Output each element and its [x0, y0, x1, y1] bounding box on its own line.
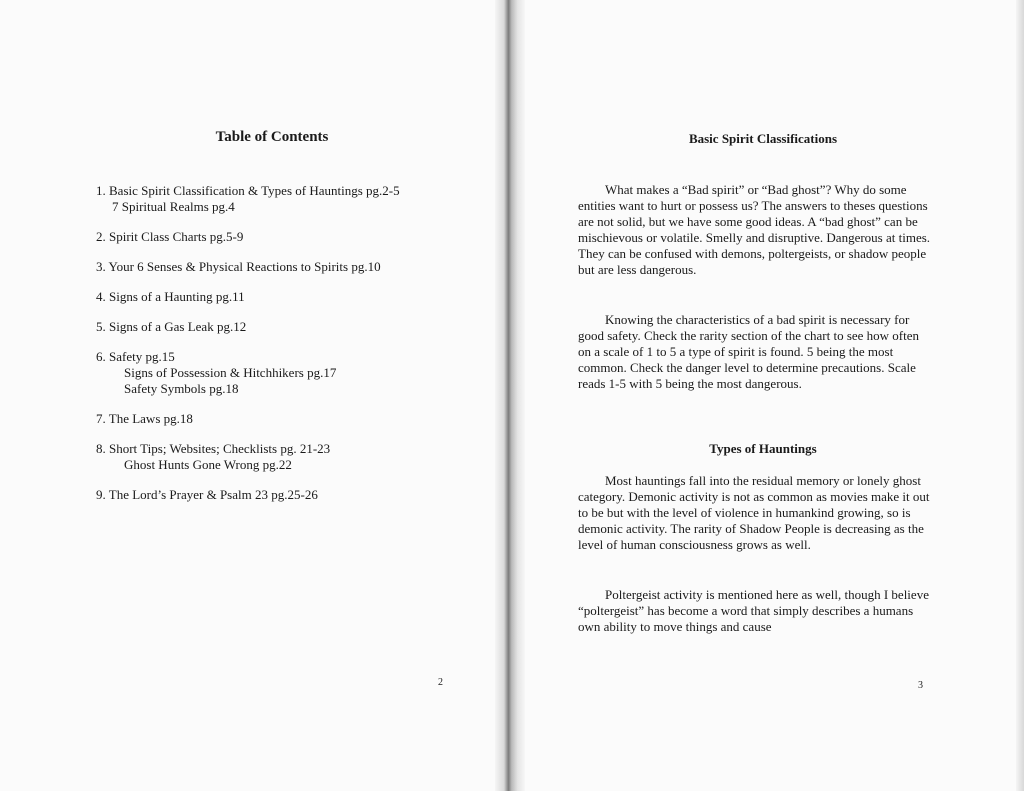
toc-entry-text: 7. The Laws pg.18: [96, 411, 193, 426]
page-number-left: 2: [438, 677, 443, 688]
toc-entry-text: 8. Short Tips; Websites; Checklists pg. 21-23: [96, 441, 331, 456]
section-title: Basic Spirit Classifications: [688, 131, 838, 146]
toc-entry: [96, 229, 466, 245]
toc-entry: [96, 259, 466, 275]
toc-entry-text: 4. Signs of a Haunting pg.11: [96, 289, 245, 304]
toc-entry: [96, 349, 466, 397]
toc-subentry: Ghost Hunts Gone Wrong pg.22: [124, 457, 292, 472]
toc-subentry: Signs of Possession & Hitchhikers pg.17: [124, 365, 337, 380]
right-page: [516, 0, 1024, 791]
toc-entry: [96, 183, 466, 215]
toc-entry-text: 5. Signs of a Gas Leak pg.12: [96, 319, 247, 334]
toc-entry: [96, 411, 466, 427]
toc-entry: [96, 441, 466, 473]
body-paragraph: Most hauntings fall into the residual memory or lonely ghost category. Demonic activity is not as common as movies make it out to be but with the level of violence in humankind growing, so is demonic activity. The rarity of Shadow People is decreasing as the level of human consciousness grows as well.: [578, 473, 930, 552]
toc-subentry: Safety Symbols pg.18: [124, 381, 239, 396]
toc-entry-text: 3. Your 6 Senses & Physical Reactions to Spirits pg.10: [96, 259, 381, 274]
body-paragraph: Poltergeist activity is mentioned here as well, though I believe “poltergeist” has become a word that simply describes a humans own ability to move things and cause: [578, 587, 929, 634]
toc-entry: [96, 319, 466, 335]
toc-entry-text: 9. The Lord’s Prayer & Psalm 23 pg.25-26: [96, 487, 318, 502]
page-number-right: 3: [918, 680, 923, 691]
toc-list: [96, 183, 466, 517]
section-subtitle: Types of Hauntings: [709, 441, 817, 456]
toc-entry-text: 6. Safety pg.15: [96, 349, 175, 364]
toc-title: Table of Contents: [215, 129, 329, 145]
body-paragraph: What makes a “Bad spirit” or “Bad ghost”? Why do some entities want to hurt or possess us? The answers to theses questions are not solid, but we have some good ideas. A “bad ghost” can be mischievous or volatile. Smelly and disruptive. Dangerous at times. They can be confused with demons, poltergeists, or shadow people but are less dangerous.: [578, 182, 931, 277]
toc-subentry: 7 Spiritual Realms pg.4: [112, 199, 235, 214]
page-edge: [1016, 0, 1024, 791]
toc-entry-text: 1. Basic Spirit Classification & Types of Hauntings pg.2-5: [96, 183, 400, 198]
toc-entry-text: 2. Spirit Class Charts pg.5-9: [96, 229, 244, 244]
book-gutter: [495, 0, 525, 791]
toc-entry: [96, 289, 466, 305]
toc-entry: [96, 487, 466, 503]
body-paragraph: Knowing the characteristics of a bad spirit is necessary for good safety. Check the rarity section of the chart to see how often on a scale of 1 to 5 a type of spirit is found. 5 being the most common. Check the danger level to determine precautions. Scale reads 1-5 with 5 being the most dangerous.: [578, 312, 920, 391]
